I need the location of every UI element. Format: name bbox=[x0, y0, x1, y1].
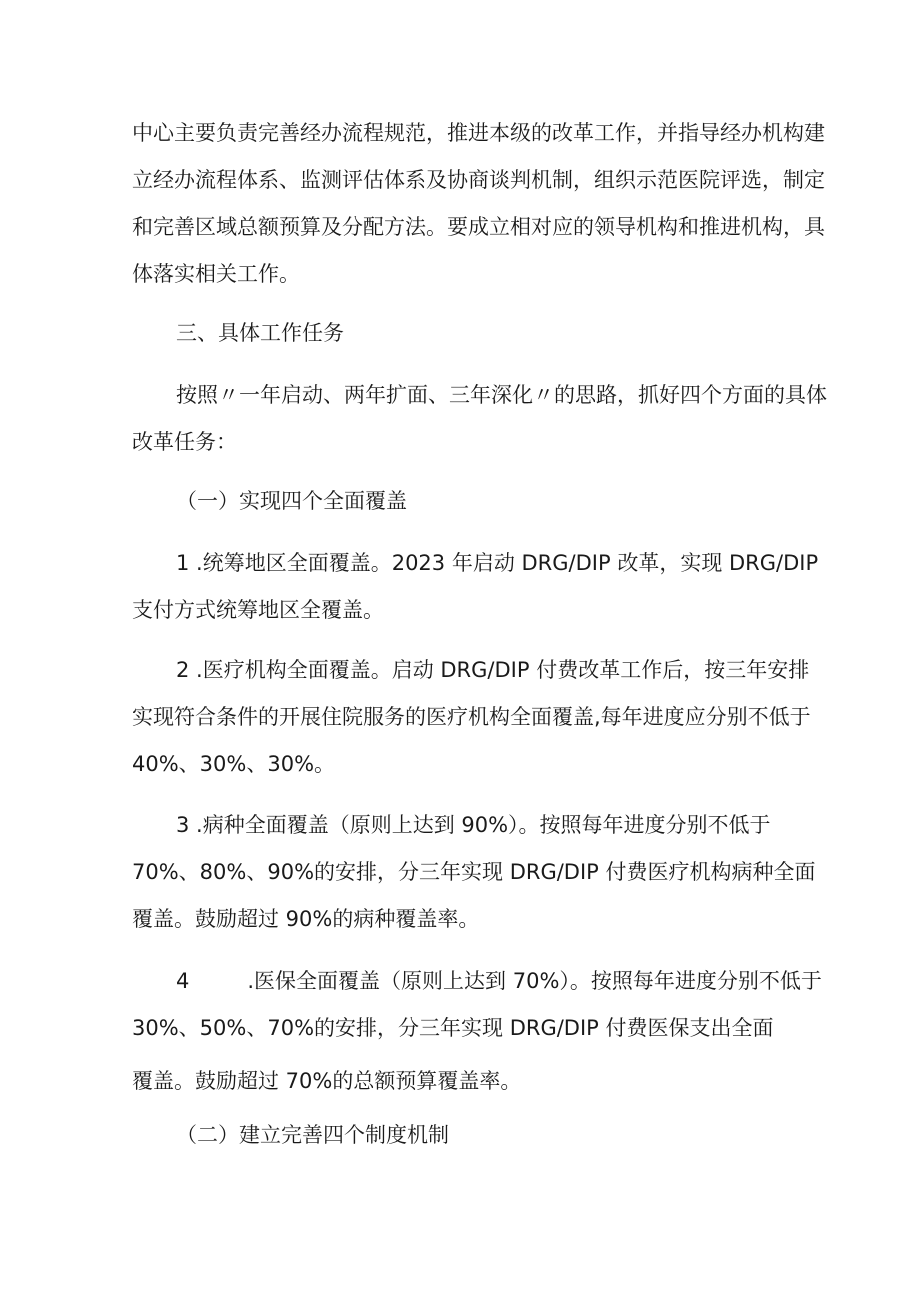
text-line: 2 .医疗机构全面覆盖。启动 DRG/DIP 付费改革工作后，按三年安排 bbox=[176, 658, 810, 682]
subsection-heading: （二）建立完善四个制度机制 bbox=[176, 1123, 449, 1147]
list-item bbox=[132, 958, 822, 1105]
paragraph-approach bbox=[132, 372, 827, 466]
text-line: 覆盖。鼓励超过 70%的总额预算覆盖率。 bbox=[132, 1069, 522, 1093]
list-item bbox=[132, 647, 811, 788]
text-line: 体落实相关工作。 bbox=[132, 262, 300, 286]
text-line: 支付方式统筹地区全覆盖。 bbox=[132, 598, 384, 622]
text-line: 中心主要负责完善经办流程规范，推进本级的改革工作，并指导经办机构建 bbox=[132, 121, 825, 145]
text-line: 70%、80%、90%的安排，分三年实现 DRG/DIP 付费医疗机构病种全面 bbox=[132, 860, 816, 884]
text-line: 3 .病种全面覆盖（原则上达到 90%）。按照每年进度分别不低于 bbox=[176, 813, 771, 837]
text-line: 改革任务： bbox=[132, 430, 237, 454]
item-number: 4 bbox=[176, 969, 190, 993]
text-line: 立经办流程体系、监测评估体系及协商谈判机制，组织示范医院评选，制定 bbox=[132, 168, 825, 192]
text-line: 实现符合条件的开展住院服务的医疗机构全面覆盖,每年进度应分别不低于 bbox=[132, 705, 811, 729]
subsection-heading: （一）实现四个全面覆盖 bbox=[176, 489, 407, 513]
text-line: 1 .统筹地区全面覆盖。2023 年启动 DRG/DIP 改革，实现 DRG/DIP bbox=[176, 551, 819, 575]
item-first-line: .医保全面覆盖（原则上达到 70%）。按照每年进度分别不低于 bbox=[247, 969, 822, 993]
list-item bbox=[132, 802, 816, 943]
text-line: 覆盖。鼓励超过 90%的病种覆盖率。 bbox=[132, 907, 480, 931]
section-heading: 三、具体工作任务 bbox=[176, 321, 344, 345]
text-line: 和完善区域总额预算及分配方法。要成立相对应的领导机构和推进机构，具 bbox=[132, 215, 825, 239]
list-item bbox=[132, 540, 819, 634]
paragraph-intro bbox=[132, 110, 825, 298]
text-line: 按照〃一年启动、两年扩面、三年深化〃的思路，抓好四个方面的具体 bbox=[176, 383, 827, 407]
text-line: 40%、30%、30%。 bbox=[132, 752, 336, 776]
text-line bbox=[132, 958, 822, 1005]
text-line: 30%、50%、70%的安排，分三年实现 DRG/DIP 付费医保支出全面 bbox=[132, 1016, 774, 1040]
